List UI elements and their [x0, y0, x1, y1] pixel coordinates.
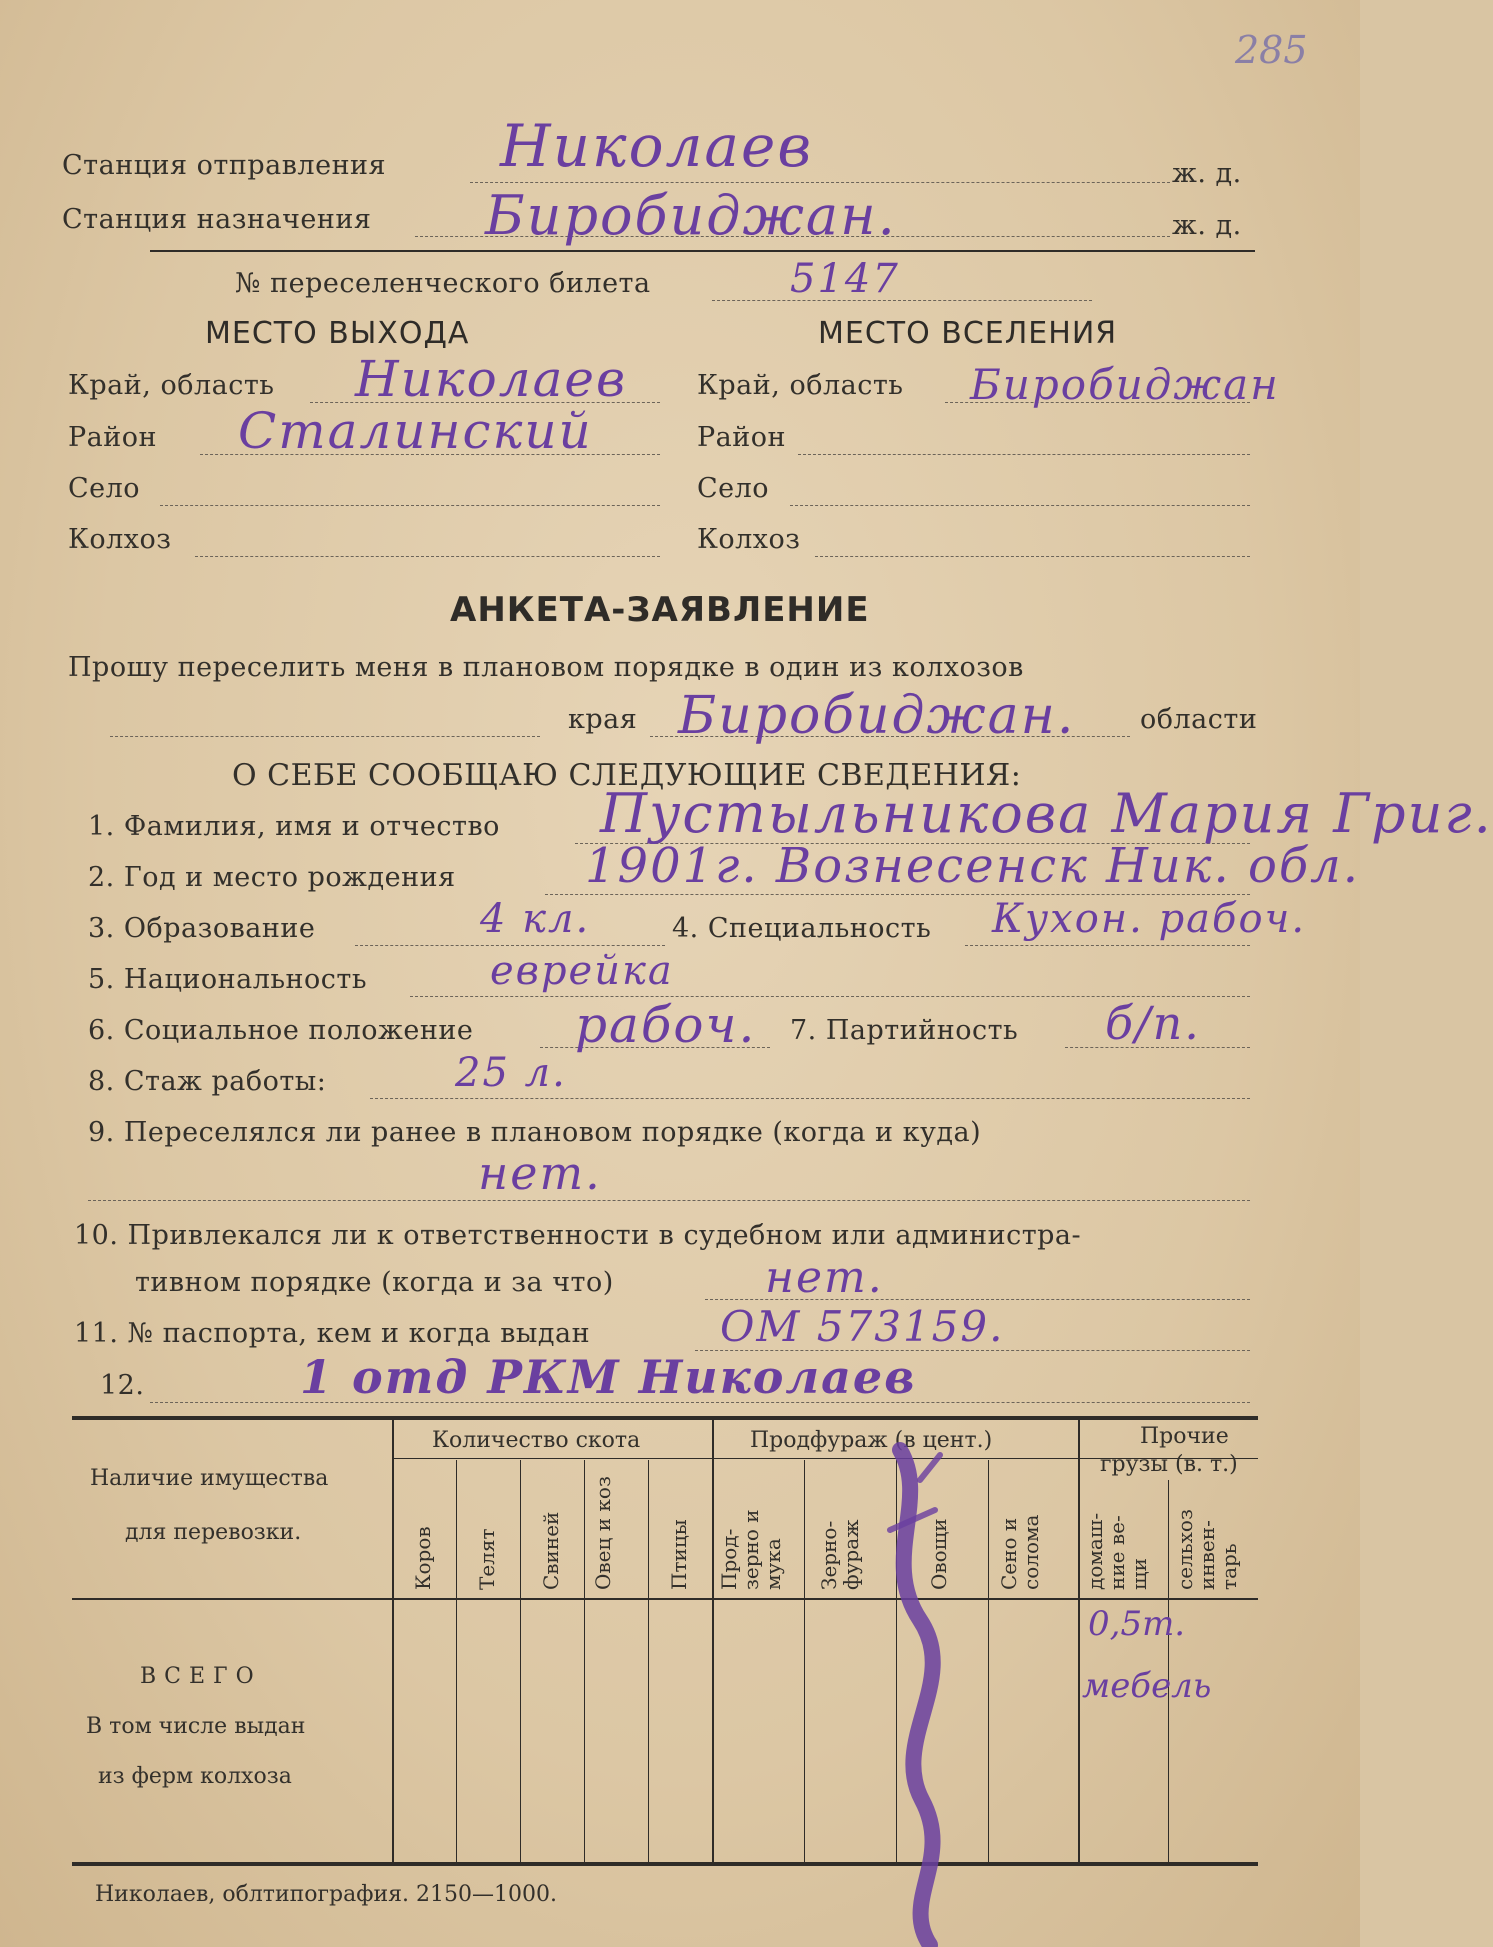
field-12-label: 12.: [100, 1370, 145, 1401]
field-1-value: Пустыльникова Мария Григ.: [600, 782, 1493, 845]
destination-village-label: Село: [697, 473, 770, 504]
col-divider-7: [988, 1460, 989, 1864]
destination-region-label: Край, область: [697, 370, 904, 401]
field-8-line: [370, 1098, 1250, 1099]
origin-village-line: [160, 505, 660, 506]
table-col-fodder: Зерно-фураж: [817, 1519, 863, 1590]
origin-heading: МЕСТО ВЫХОДА: [205, 316, 470, 351]
col-divider-4: [648, 1460, 649, 1864]
table-group-livestock: Количество скота: [432, 1428, 641, 1453]
table-divider-livestock: [712, 1420, 714, 1864]
field-4-value: Кухон. рабоч.: [992, 896, 1307, 942]
departure-station-value: Николаев: [500, 112, 814, 180]
ink-strikethrough-mark: [860, 1440, 970, 1947]
table-total-label: ВСЕГО: [140, 1664, 262, 1689]
field-8-label: 8. Стаж работы:: [88, 1066, 327, 1097]
col-divider-2: [520, 1460, 521, 1864]
field-5-label: 5. Национальность: [88, 964, 368, 995]
table-header-rule: [72, 1598, 1258, 1600]
field-2-label: 2. Год и место рождения: [88, 862, 456, 893]
field-10-label-2: тивном порядке (когда и за что): [135, 1267, 614, 1298]
request-oblast: области: [1140, 704, 1258, 735]
origin-region-label: Край, область: [68, 370, 275, 401]
field-6-value: рабоч.: [575, 996, 757, 1054]
table-divider-feed: [1078, 1420, 1080, 1864]
request-krai: края: [568, 704, 638, 735]
table-household-value: 0,5т.: [1088, 1604, 1186, 1644]
col-divider-3: [584, 1460, 585, 1864]
destination-village-line: [790, 505, 1250, 506]
table-top-rule: [72, 1416, 1258, 1420]
table-col-cows: Коров: [411, 1526, 435, 1590]
table-col-grain: Прод-зерно и мука: [717, 1509, 785, 1590]
departure-railway-suffix: ж. д.: [1172, 158, 1242, 189]
departure-station-label: Станция отправления: [62, 150, 387, 181]
destination-station-value: Биробиджан.: [485, 184, 897, 247]
field-6-label: 6. Социальное положение: [88, 1015, 474, 1046]
field-9-line: [88, 1200, 1250, 1201]
origin-kolkhoz-line: [195, 556, 660, 557]
archive-number: 285: [1235, 28, 1308, 72]
destination-kolkhoz-line: [815, 556, 1250, 557]
col-divider-1: [456, 1460, 457, 1864]
field-11-value: ОМ 573159.: [720, 1302, 1005, 1351]
request-line-1: Прошу переселить меня в плановом порядке в один из колхозов: [68, 652, 1024, 683]
table-row-header-1: Наличие имущества: [90, 1466, 329, 1491]
table-group-other-1: Прочие: [1140, 1424, 1229, 1449]
field-10-label-1: 10. Привлекался ли к ответственности в судебном или администра-: [74, 1220, 1082, 1251]
table-col-hay: Сено и солома: [997, 1514, 1043, 1590]
field-2-value: 1901г. Вознесенск Ник. обл.: [585, 838, 1360, 894]
ticket-label: № переселенческого билета: [235, 268, 651, 299]
stations-underline: [150, 250, 1255, 252]
table-divider-row-header: [392, 1420, 394, 1864]
departure-station-line: [470, 182, 1170, 183]
col-divider-5: [804, 1460, 805, 1864]
destination-district-line: [798, 454, 1250, 455]
table-col-household: домаш-ние ве-щи: [1083, 1512, 1151, 1590]
form-title: АНКЕТА-ЗАЯВЛЕНИЕ: [450, 590, 870, 630]
table-household-note: мебель: [1082, 1666, 1212, 1706]
table-col-calves: Телят: [475, 1528, 499, 1590]
destination-district-label: Район: [697, 422, 787, 453]
table-col-vegetables: Овощи: [927, 1518, 951, 1590]
field-4-line: [965, 945, 1250, 946]
field-10-value: нет.: [765, 1252, 884, 1303]
table-col-pigs: Свиней: [539, 1511, 563, 1590]
destination-station-label: Станция назначения: [62, 204, 372, 235]
ticket-value: 5147: [790, 256, 900, 302]
destination-heading: МЕСТО ВСЕЛЕНИЯ: [818, 316, 1118, 351]
info-heading: О СЕБЕ СООБЩАЮ СЛЕДУЮЩИЕ СВЕДЕНИЯ:: [232, 758, 1022, 793]
destination-kolkhoz-label: Колхоз: [697, 524, 801, 555]
field-12-value: 1 отд РКМ Николаев: [300, 1350, 917, 1404]
table-farm-label-1: В том числе выдан: [86, 1714, 306, 1739]
table-bottom-rule: [72, 1862, 1258, 1866]
field-9-value: нет.: [478, 1146, 602, 1200]
field-11-label: 11. № паспорта, кем и когда выдан: [74, 1318, 591, 1349]
origin-village-label: Село: [68, 473, 141, 504]
field-7-label: 7. Партийность: [790, 1015, 1019, 1046]
printer-imprint: Николаев, облтипография. 2150—1000.: [95, 1882, 557, 1907]
origin-district-value: Сталинский: [238, 402, 593, 460]
field-1-label: 1. Фамилия, имя и отчество: [88, 811, 500, 842]
table-group-other-2: грузы (в. т.): [1100, 1452, 1238, 1477]
origin-kolkhoz-label: Колхоз: [68, 524, 172, 555]
table-col-sheep: Овец и коз: [591, 1476, 615, 1590]
table-row-header-2: для перевозки.: [125, 1520, 302, 1545]
field-3-value: 4 кл.: [480, 896, 591, 942]
table-col-birds: Птицы: [667, 1519, 691, 1590]
field-3-label: 3. Образование: [88, 913, 316, 944]
table-farm-label-2: из ферм колхоза: [98, 1764, 292, 1789]
field-9-label: 9. Переселялся ли ранее в плановом порядке (когда и куда): [88, 1117, 982, 1148]
origin-district-label: Район: [68, 422, 158, 453]
origin-region-value: Николаев: [355, 350, 628, 408]
field-4-label: 4. Специальность: [672, 913, 932, 944]
request-krai-line: [110, 736, 540, 737]
destination-region-value: Биробиджан: [970, 360, 1280, 409]
field-3-line: [355, 945, 665, 946]
table-col-inventory: сельхоз инвен-тарь: [1173, 1509, 1241, 1590]
field-8-value: 25 л.: [455, 1050, 567, 1096]
field-2-line: [545, 894, 1250, 895]
request-value: Биробиджан.: [678, 686, 1076, 746]
table-group-feed: Продфураж (в цент.): [750, 1428, 993, 1453]
field-7-value: б/п.: [1105, 996, 1201, 1050]
field-5-value: еврейка: [490, 948, 674, 994]
ticket-line: [712, 300, 1092, 301]
destination-railway-suffix: ж. д.: [1172, 210, 1242, 241]
